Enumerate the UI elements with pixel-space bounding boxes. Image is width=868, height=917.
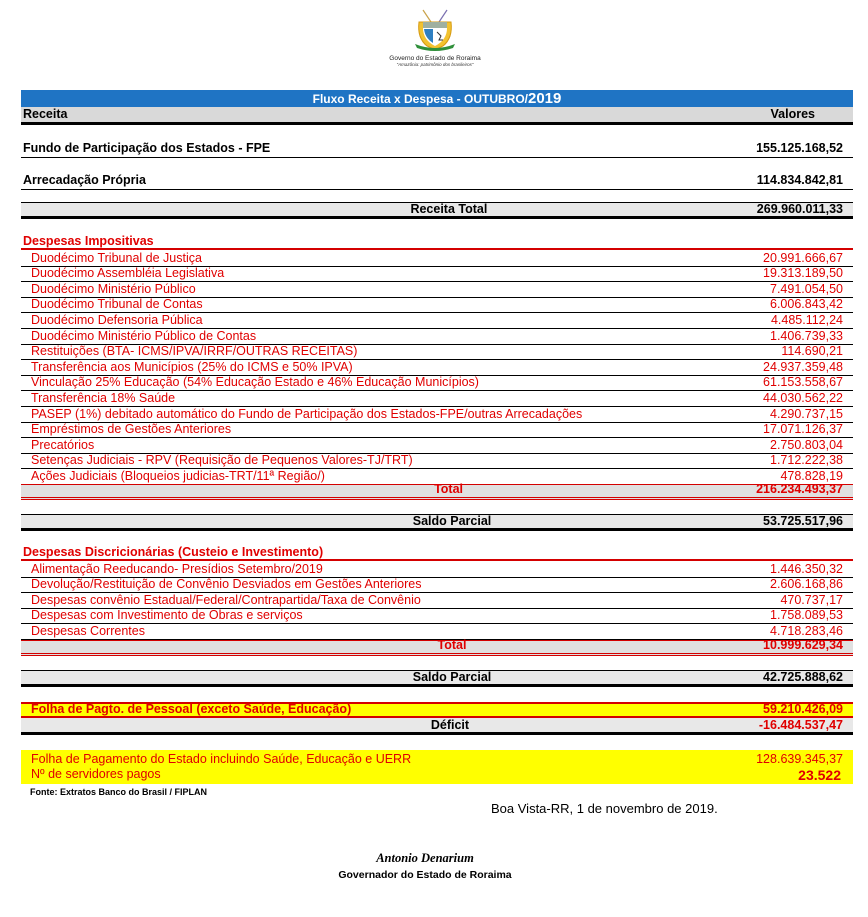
- expense-value: 1.446.350,32: [770, 561, 843, 576]
- expense-row: [21, 251, 853, 267]
- expense-label: Duodécimo Ministério Público de Contas: [31, 328, 257, 343]
- expense-value: 17.071.126,37: [763, 422, 843, 437]
- expense-label: Despesas com Investimento de Obras e serviços: [31, 608, 303, 623]
- expense-label: Restituições (BTA- ICMS/IPVA/IRRF/OUTRAS RECEITAS): [31, 344, 358, 359]
- expense-value: 20.991.666,67: [763, 250, 843, 265]
- expense-label: Transferência aos Municípios (25% do ICMS e 50% IPVA): [31, 359, 353, 374]
- deficit-row: [21, 718, 853, 735]
- column-valores: Valores: [770, 107, 815, 121]
- expense-value: 4.718.283,46: [770, 623, 843, 638]
- expense-label: Despesas Correntes: [31, 623, 145, 638]
- expense-label: Duodécimo Tribunal de Justiça: [31, 250, 202, 265]
- saldo-parcial-label: Saldo Parcial: [412, 670, 492, 684]
- folha-pessoal-value: 59.210.426,09: [763, 702, 843, 716]
- expense-label: Vinculação 25% Educação (54% Educação Estado e 46% Educação Municípios): [31, 375, 479, 390]
- servidores-row: [21, 767, 853, 783]
- signatory-name: Antonio Denarium: [376, 851, 474, 865]
- discricionarias-total-row: [21, 640, 853, 656]
- signatory-role: Governador do Estado de Roraima: [338, 869, 512, 881]
- expense-label: Transferência 18% Saúde: [31, 390, 176, 405]
- section-title: Despesas Discricionárias (Custeio e Investimento): [23, 545, 324, 559]
- expense-row: [21, 609, 853, 625]
- expense-label: Empréstimos de Gestões Anteriores: [31, 422, 232, 437]
- impositivas-total-value: 216.234.493,37: [756, 482, 843, 496]
- receita-label: Arrecadação Própria: [23, 173, 146, 187]
- expense-label: Duodécimo Assembléia Legislativa: [31, 266, 225, 281]
- servidores-label: Nº de servidores pagos: [31, 767, 161, 781]
- expense-value: 114.690,21: [781, 344, 843, 359]
- source-note: Fonte: Extratos Banco do Brasil / FIPLAN: [30, 787, 208, 797]
- servidores-value: 23.522: [798, 767, 841, 783]
- expense-value: 1.758.089,53: [770, 608, 843, 623]
- impositivas-total-label: Total: [434, 482, 464, 496]
- expense-row: [21, 360, 853, 376]
- section-despesas-discricionarias: [21, 546, 853, 561]
- receita-row: [21, 172, 853, 190]
- expense-row: [21, 282, 853, 298]
- folha-pessoal-row: [21, 702, 853, 718]
- expense-row: [21, 593, 853, 609]
- expense-value: 61.153.558,67: [763, 375, 843, 390]
- saldo-parcial-1-row: [21, 514, 853, 531]
- org-name: Governo do Estado de Roraima: [389, 55, 481, 62]
- expense-row: [21, 376, 853, 392]
- folha-estado-value: 128.639.345,37: [756, 752, 843, 766]
- discricionarias-total-value: 10.999.629,34: [763, 638, 843, 652]
- state-logo: [365, 8, 505, 76]
- org-motto: "Amazônia: patrimônio dos brasileiros": [396, 62, 474, 67]
- folha-estado-label: Folha de Pagamento do Estado incluindo Saúde, Educação e UERR: [31, 752, 412, 766]
- expense-row: [21, 267, 853, 283]
- column-header: [21, 107, 853, 125]
- expense-value: 2.750.803,04: [770, 437, 843, 452]
- report-year: 2019: [528, 90, 562, 107]
- receita-total-value: 269.960.011,33: [756, 202, 843, 216]
- expense-row: [21, 298, 853, 314]
- column-receita: Receita: [23, 107, 68, 121]
- expense-value: 19.313.189,50: [763, 266, 843, 281]
- saldo-parcial-label: Saldo Parcial: [412, 514, 492, 528]
- expense-value: 4.290.737,15: [770, 406, 843, 421]
- expense-value: 4.485.112,24: [770, 312, 843, 327]
- expense-value: 6.006.843,42: [770, 297, 843, 312]
- expense-label: Duodécimo Tribunal de Contas: [31, 297, 203, 312]
- expense-value: 1.406.739,33: [770, 328, 843, 343]
- report-title: [21, 90, 853, 107]
- saldo-parcial-2-row: [21, 670, 853, 687]
- expense-label: Ações Judiciais (Bloqueios judicias-TRT/11ª Região/): [31, 468, 325, 483]
- expense-row: [21, 578, 853, 594]
- expense-value: 7.491.054,50: [770, 281, 843, 296]
- expense-row: [21, 391, 853, 407]
- expense-label: PASEP (1%) debitado automático do Fundo de Participação dos Estados-FPE/outras Arrecadações: [31, 406, 583, 421]
- expense-row: [21, 407, 853, 423]
- saldo-parcial-value: 53.725.517,96: [763, 514, 843, 528]
- impositivas-total-row: [21, 484, 853, 500]
- expense-row: [21, 454, 853, 470]
- expense-label: Devolução/Restituição de Convênio Desviados em Gestões Anteriores: [31, 577, 422, 592]
- receita-row: [21, 140, 853, 158]
- receita-label: Fundo de Participação dos Estados - FPE: [23, 141, 271, 155]
- expense-label: Despesas convênio Estadual/Federal/Contrapartida/Taxa de Convênio: [31, 592, 421, 607]
- expense-value: 2.606.168,86: [770, 577, 843, 592]
- expense-value: 44.030.562,22: [763, 390, 843, 405]
- deficit-value: -16.484.537,47: [758, 718, 843, 732]
- coat-of-arms-icon: [405, 8, 465, 54]
- receita-total-row: [21, 202, 853, 219]
- expense-label: Duodécimo Defensoria Pública: [31, 312, 203, 327]
- receita-value: 114.834.842,81: [756, 173, 843, 187]
- date-line: Boa Vista-RR, 1 de novembro de 2019.: [491, 801, 718, 816]
- discricionarias-total-label: Total: [437, 638, 467, 652]
- expense-row: [21, 562, 853, 578]
- folha-pessoal-label: Folha de Pagto. de Pessoal (exceto Saúde, Educação): [31, 702, 352, 716]
- report-title-text: Fluxo Receita x Despesa - OUTUBRO/: [312, 92, 528, 106]
- expense-label: Setenças Judiciais - RPV (Requisição de Pequenos Valores-TJ/TRT): [31, 453, 413, 468]
- expense-label: Duodécimo Ministério Público: [31, 281, 196, 296]
- receita-total-label: Receita Total: [410, 202, 488, 216]
- expense-row: [21, 313, 853, 329]
- expense-value: 470.737,17: [780, 592, 843, 607]
- section-title: Despesas Impositivas: [23, 234, 154, 248]
- expense-value: 478.828,19: [780, 468, 843, 483]
- expense-row: [21, 423, 853, 439]
- expense-label: Alimentação Reeducando- Presídios Setembro/2019: [31, 561, 323, 576]
- receita-value: 155.125.168,52: [756, 141, 843, 155]
- expense-row: [21, 345, 853, 361]
- saldo-parcial-value: 42.725.888,62: [763, 670, 843, 684]
- expense-value: 1.712.222,38: [770, 453, 843, 468]
- deficit-label: Déficit: [430, 718, 470, 732]
- folha-estado-row: [21, 752, 853, 766]
- expense-row: [21, 438, 853, 454]
- expense-value: 24.937.359,48: [763, 359, 843, 374]
- section-despesas-impositivas: [21, 235, 853, 250]
- expense-row: [21, 329, 853, 345]
- expense-label: Precatórios: [31, 437, 95, 452]
